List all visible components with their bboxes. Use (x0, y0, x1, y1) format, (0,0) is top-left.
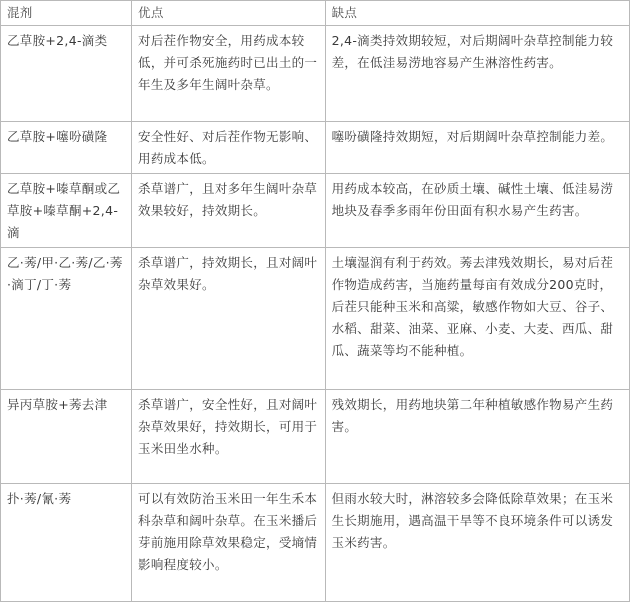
cell-mix: 扑·莠/氰·莠 (1, 484, 132, 602)
cell-pros: 安全性好、对后茬作物无影响、用药成本低。 (132, 122, 326, 174)
table-row (1, 174, 630, 248)
header-mix: 混剂 (1, 1, 132, 26)
cell-pros: 杀草谱广，持效期长，且对阔叶杂草效果好。 (132, 248, 326, 390)
cell-cons: 残效期长，用药地块第二年种植敏感作物易产生药害。 (325, 390, 629, 484)
table-row (1, 484, 630, 602)
cell-cons: 但雨水较大时，淋溶较多会降低除草效果；在玉米生长期施用，遇高温干旱等不良环境条件可以诱发玉米药害。 (325, 484, 629, 602)
cell-cons: 噻吩磺隆持效期短，对后期阔叶杂草控制能力差。 (325, 122, 629, 174)
header-cons: 缺点 (325, 1, 629, 26)
cell-mix: 乙草胺+2,4-滴类 (1, 26, 132, 122)
cell-mix: 乙草胺+嗪草酮或乙草胺+嗪草酮+2,4-滴 (1, 174, 132, 248)
table-row (1, 248, 630, 390)
cell-pros: 可以有效防治玉米田一年生禾本科杂草和阔叶杂草。在玉米播后芽前施用除草效果稳定，受墒情影响程度较小。 (132, 484, 326, 602)
table-row (1, 122, 630, 174)
cell-mix: 乙·莠/甲·乙·莠/乙·莠·滴丁/丁·莠 (1, 248, 132, 390)
table-row (1, 390, 630, 484)
cell-cons: 2,4-滴类持效期较短，对后期阔叶杂草控制能力较差，在低洼易涝地容易产生淋溶性药害。 (325, 26, 629, 122)
cell-mix: 乙草胺+噻吩磺隆 (1, 122, 132, 174)
table-row (1, 26, 630, 122)
cell-pros: 杀草谱广，且对多年生阔叶杂草效果较好，持效期长。 (132, 174, 326, 248)
cell-pros: 对后茬作物安全，用药成本较低，并可杀死施药时已出土的一年生及多年生阔叶杂草。 (132, 26, 326, 122)
cell-mix: 异丙草胺+莠去津 (1, 390, 132, 484)
header-pros: 优点 (132, 1, 326, 26)
cell-cons: 用药成本较高，在砂质土壤、碱性土壤、低洼易涝地块及春季多雨年份田面有积水易产生药害。 (325, 174, 629, 248)
table-header-row (1, 1, 630, 26)
cell-cons: 土壤湿润有利于药效。莠去津残效期长，易对后茬作物造成药害，当施药量每亩有效成分200克时，后茬只能种玉米和高粱，敏感作物如大豆、谷子、水稻、甜菜、油菜、亚麻、小麦、大麦、西瓜、甜瓜、蔬菜等均不能种植。 (325, 248, 629, 390)
cell-pros: 杀草谱广，安全性好，且对阔叶杂草效果好，持效期长，可用于玉米田坐水种。 (132, 390, 326, 484)
